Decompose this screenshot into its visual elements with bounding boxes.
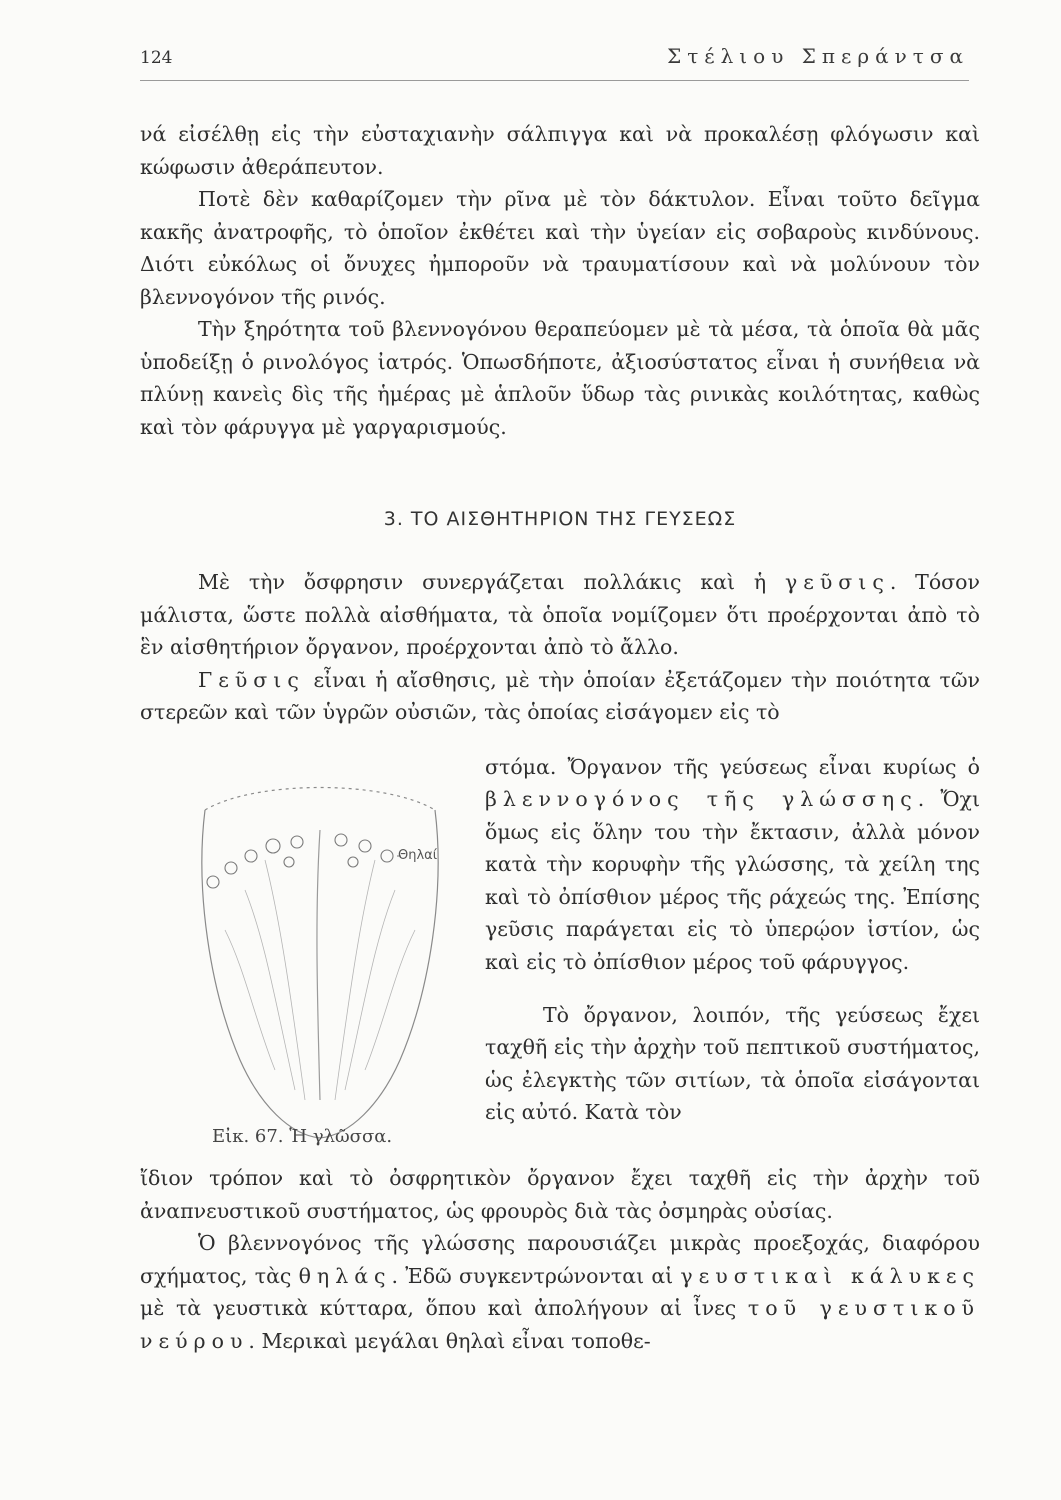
emphasis-term: Γεῦσις (198, 667, 305, 692)
text-run: Μὲ τὴν ὄσφρησιν συνεργάζεται πολλάκις καὶ ἡ (198, 570, 785, 594)
paragraph-nose-cleaning: Ποτὲ δὲν καθαρίζομεν τὴν ρῖνα μὲ τὸν δάκτυλον. Εἶναι τοῦτο δεῖγμα κακῆς ἀνατροφῆς, τὸ ὁποῖον ἐκθέτει καὶ τὴν ὑγείαν εἰς σοβαροὺς κινδύνους. Διότι εὐκόλως οἱ ὄνυχες ἠμποροῦν νὰ τραυματίσουν καὶ νὰ μολύνουν τὸν βλεννογόνον τῆς ρινός. (140, 187, 980, 309)
paragraph-continuation: ἴδιον τρόπον καὶ τὸ ὀσφρητικὸν ὄργανον ἔχει ταχθῆ εἰς τὴν ἀρχὴν τοῦ ἀναπνευστικοῦ συστήματος, ὡς φρουρὸς διὰ τὰς ὀσμηρὰς οὐσίας. (140, 1166, 980, 1223)
running-head: Στέλιου Σπεράντσα (667, 44, 969, 68)
text-run: . Μερικαὶ μεγάλαι θηλαὶ εἶναι τοποθε- (248, 1328, 651, 1353)
paragraph-papillae (140, 1227, 980, 1357)
paragraph-continuation: νά εἰσέλθῃ εἰς τὴν εὐσταχιανὴν σάλπιγγα καὶ νὰ προκαλέσῃ φλόγωσιν καὶ κώφωσιν ἀθεράπευτον. (140, 122, 980, 179)
bottom-text-block (140, 1162, 980, 1357)
tongue-illustration (165, 770, 475, 1150)
paragraph-dryness: Τὴν ξηρότητα τοῦ βλεννογόνου θεραπεύομεν μὲ τὰ μέσα, τὰ ὁποῖα θὰ μᾶς ὑποδείξῃ ὁ ρινολόγος ἰατρός. Ὁπωσδήποτε, ἀξιοσύστατος εἶναι ἡ συνήθεια νὰ πλύνῃ κανεὶς δὶς τῆς ἡμέρας μὲ ἁπλοῦν ὕδωρ τὰς ρινικὰς κοιλότητας, καθὼς καὶ τὸν φάρυγγα μὲ γαργαρισμούς. (140, 317, 980, 439)
emphasis-term: γεῦσις (784, 570, 890, 594)
emphasis-term: βλεννογόνος τῆς γλώσσης (485, 787, 918, 811)
middle-text-block (140, 566, 980, 729)
paragraph-taste-role: Τὸ ὄργανον, λοιπόν, τῆς γεύσεως ἔχει ταχθῆ εἰς τὴν ἀρχὴν τοῦ πεπτικοῦ συστήματος, ὡς ἐλεγκτὴς τῶν σιτίων, τὰ ὁποῖα εἰσάγονται εἰς αὐτό. Κατὰ τὸν (485, 1002, 980, 1124)
papillae-label: Θηλαί (398, 848, 438, 863)
paragraph-taste-organ (485, 751, 980, 979)
emphasis-term: τοῦ γευστικοῦ νεύρου (140, 1296, 980, 1353)
page-header (140, 40, 969, 81)
top-text-block (140, 118, 980, 443)
text-run: στόμα. Ὄργανον τῆς γεύσεως εἶναι κυρίως ὁ (485, 754, 980, 779)
text-run: . Ἐδῶ συγκεντρώνονται αἱ (391, 1263, 681, 1288)
emphasis-term: γευστικαὶ κάλυκες (680, 1263, 980, 1288)
paragraph-smell-taste (140, 566, 980, 664)
text-run: μὲ τὰ γευστικὰ κύτταρα, ὅπου καὶ ἀπολήγουν αἱ ἶνες (140, 1296, 748, 1320)
column-text-block (485, 730, 980, 1149)
text-run: . Ὄχι ὅμως εἰς ὅλην του τὴν ἔκτασιν, ἀλλὰ μόνον κατὰ τὴν κορυφὴν τῆς γλώσσης, τὰ χείλη της καὶ τὸ ὀπίσθιον μέρος τῆς ράχεώς της. Ἐπίσης γεῦσις παράγεται εἰς τὸ ὑπερῴον ἱστίον, ὡς καὶ εἰς τὸ ὀπίσθιον μέρος τοῦ φάρυγγος. (485, 787, 980, 974)
text-run: Ὁ βλεννογόνος τῆς γλώσσης παρουσιάζει μικρὰς προεξοχάς, διαφόρου σχήματος, τὰς (140, 1231, 980, 1288)
text-run: . Τόσον μάλιστα, ὥστε πολλὰ αἰσθήματα, τὰ ὁποῖα νομίζομεν ὅτι προέρχονται ἀπὸ τὸ ἓν αἰσθητήριον ὄργανον, προέρχονται ἀπὸ τὸ ἄλλο. (140, 570, 980, 659)
paragraph-taste-definition (140, 664, 980, 729)
text-run: εἶναι ἡ αἴσθησις, μὲ τὴν ὁποίαν ἐξετάζομεν τὴν ποιότητα τῶν στερεῶν καὶ τῶν ὑγρῶν οὐσιῶν, τὰς ὁποίας εἰσάγομεν εἰς τὸ (140, 667, 980, 724)
figure-caption: Εἰκ. 67. Ἡ γλῶσσα. (212, 1126, 393, 1147)
emphasis-term: θηλάς (298, 1263, 392, 1288)
section-heading: 3. ΤΟ ΑΙΣΘΗΤΗΡΙΟΝ ΤΗΣ ΓΕΥΣΕΩΣ (383, 508, 737, 530)
page-number: 124 (140, 48, 173, 68)
